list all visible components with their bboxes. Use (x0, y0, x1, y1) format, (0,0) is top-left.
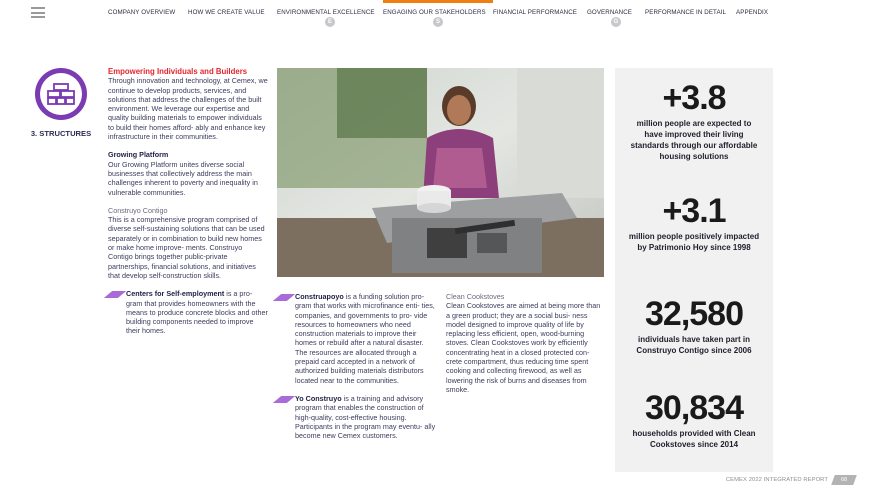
photo-illustration (277, 68, 604, 277)
environment-badge-icon: E (325, 17, 335, 27)
construyo-contigo-title: Construyo Contigo (108, 205, 168, 215)
stat-block (615, 80, 773, 162)
stat-value: +3.8 (662, 79, 726, 117)
bricks-icon (46, 82, 76, 106)
stat-value: 30,834 (645, 389, 743, 427)
nav-financial-performance[interactable] (493, 0, 587, 22)
slash-bullet-icon (104, 291, 126, 298)
centers-bullet (108, 289, 268, 335)
construapoyo-title: Construapoyo (295, 292, 344, 301)
growing-platform-text: Our Growing Platform unites diverse social businesses that collectively address the main challenges inherent to poverty and inequality in vulnerable communities. (108, 159, 258, 197)
nav-label: ENVIRONMENTAL EXCELLENCE (277, 9, 375, 16)
yo-construyo-title: Yo Construyo (295, 393, 342, 403)
yo-construyo-text: is a training and advisory program that enables the construction of high-quality, cost-effective housing. Participants in the program may eventu- ally become new Cemex customers. (295, 393, 436, 441)
stat-block (615, 390, 773, 450)
top-nav (108, 0, 776, 25)
construyo-contigo-text: This is a comprehensive program comprised of diverse self-sustaining solutions that can be used separately or in combination to build new homes or make home improve- ments. Construyo Contigo brings together public-private partnerships, financial solutions, and initiatives that develop self-construction skills. (108, 215, 265, 280)
right-text-column (446, 292, 604, 394)
slash-bullet-icon (273, 294, 295, 301)
nav-label: GOVERNANCE (587, 9, 633, 16)
nav-engaging-stakeholders[interactable] (383, 0, 493, 25)
structures-icon-badge (35, 68, 87, 120)
middle-text-column (277, 292, 437, 440)
growing-platform-title: Growing Platform (108, 150, 169, 160)
page-number: 68 (840, 477, 848, 483)
slash-bullet-icon (273, 396, 295, 403)
centers-text: is a pro- gram that provides homeowners with the means to produce concrete blocks and other building components needed to improve their homes. (126, 289, 268, 336)
stat-description: million people are expected to have improved their living standards through our affordable housing solutions (630, 119, 758, 161)
nav-performance-in-detail[interactable] (645, 0, 736, 22)
stat-description: million people positively impacted by Patrimonio Hoy since 1998 (628, 232, 760, 252)
nav-how-we-create-value[interactable] (188, 0, 277, 22)
nav-label: FINANCIAL PERFORMANCE (493, 9, 578, 16)
clean-cookstoves-title: Clean Cookstoves (446, 292, 505, 301)
stat-block (615, 296, 773, 356)
construapoyo-bullet (277, 292, 437, 385)
stat-description: individuals have taken part in Construyo Contigo since 2006 (636, 335, 752, 355)
nav-label: APPENDIX (736, 9, 769, 16)
social-badge-icon: S (433, 17, 443, 27)
stats-panel (615, 68, 773, 472)
stat-description: households provided with Clean Cookstoves since 2014 (632, 429, 756, 449)
nav-label: ENGAGING OUR STAKEHOLDERS (383, 9, 486, 16)
intro-paragraph: Through innovation and technology, at Cemex, we continue to develop products, services, and solutions that address the challenges of the built environment. We leverage our expertise and quality building materials to empower individuals to build their homes afford- ably and enhance key infrastructure in their communities. (108, 76, 268, 142)
clean-cookstoves-text: Clean Cookstoves are aimed at being more than a green product; they are a social busi- ness model designed to improve quality of life by replacing less efficient, open, wood-burning stoves. Clean Cookstoves work by efficiently concentrating heat in a closed protected con- crete compartment, thus reducing time spent cooking and collecting firewood, as well as lowering the risk of burns and diseases from smoke. (446, 301, 601, 394)
menu-icon[interactable] (31, 7, 45, 18)
nav-governance[interactable] (587, 0, 645, 25)
governance-badge-icon: G (611, 17, 621, 27)
section-heading: Empowering Individuals and Builders (108, 67, 248, 76)
left-text-column (108, 67, 268, 336)
nav-label: PERFORMANCE IN DETAIL (645, 9, 727, 16)
report-footer: CEMEX 2022 INTEGRATED REPORT (725, 477, 828, 483)
woman-cookstove-photo (277, 68, 604, 277)
nav-label: HOW WE CREATE VALUE (188, 9, 265, 16)
stat-block (615, 193, 773, 253)
centers-title: Centers for Self-employment (126, 289, 225, 299)
construapoyo-text: is a funding solution pro- gram that works with microfinance enti- ties, companies, and governments to pro- vide resources to homeowners who need construction materials to improve their homes or rebuild after a natural disaster. The resources are allocated through a prepaid card accepted in a network of authorized building materials distributors located near to the communities. (295, 292, 435, 385)
stat-value: +3.1 (662, 192, 726, 230)
yo-construyo-bullet (277, 394, 437, 440)
section-label: 3. STRUCTURES (30, 129, 92, 138)
nav-environmental-excellence[interactable] (277, 0, 383, 25)
stat-value: 32,580 (645, 295, 743, 333)
nav-appendix[interactable] (736, 0, 776, 22)
nav-label: COMPANY OVERVIEW (108, 9, 176, 16)
nav-company-overview[interactable] (108, 0, 188, 22)
